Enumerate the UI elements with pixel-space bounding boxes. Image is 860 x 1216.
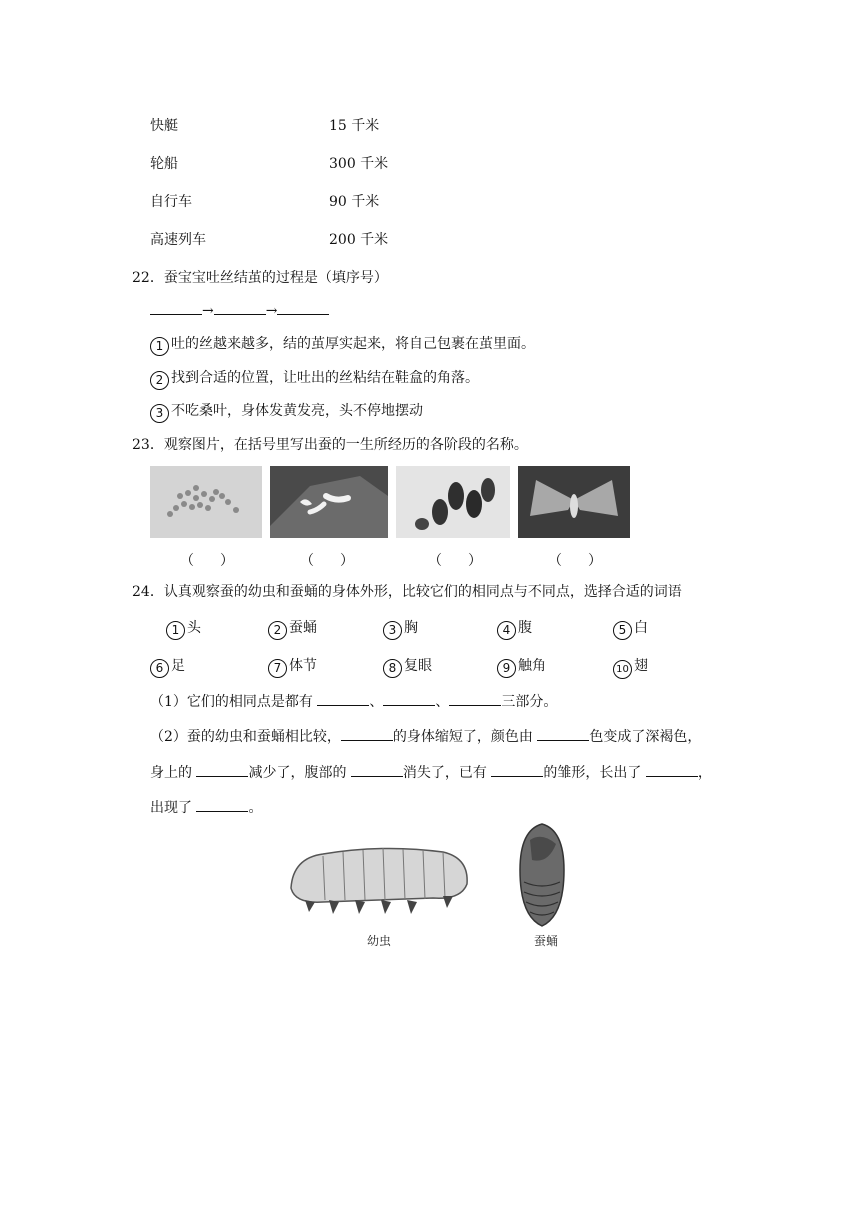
option-text: 胸: [404, 620, 418, 636]
circled-number: 1: [150, 337, 169, 356]
question-23-title: 23．观察图片，在括号里写出蚕的一生所经历的各阶段的名称。: [132, 437, 528, 453]
answer-paren-2[interactable]: （ ）: [300, 553, 354, 569]
q22-item-2: [150, 367, 479, 390]
answer-paren-1[interactable]: （ ）: [180, 553, 234, 569]
table-row-value-3: 90 千米: [329, 194, 380, 210]
q22-item-text: 找到合适的位置，让吐出的丝粘结在鞋盒的角落。: [171, 370, 479, 386]
option-text: 翅: [634, 658, 648, 674]
option-text: 头: [187, 620, 201, 636]
larva-illustration: [283, 838, 473, 918]
answer-paren-4[interactable]: （ ）: [548, 553, 602, 569]
option-8: [383, 655, 432, 678]
question-22-title: 22．蚕宝宝吐丝结茧的过程是（填序号）: [132, 270, 388, 286]
table-row-name-4: 高速列车: [150, 232, 206, 248]
answer-blank[interactable]: [351, 762, 403, 777]
answer-blank[interactable]: [383, 691, 435, 706]
option-9: [497, 655, 546, 678]
answer-blank[interactable]: [537, 726, 589, 741]
pupa-photo: [396, 466, 510, 538]
q22-item-1: [150, 333, 535, 356]
answer-blank[interactable]: [341, 726, 393, 741]
option-text: 白: [634, 620, 648, 636]
table-row-name-1: 快艇: [150, 118, 178, 134]
circled-number: 2: [268, 621, 287, 640]
circled-number: 1: [166, 621, 185, 640]
option-1: [166, 617, 201, 640]
circled-number: 5: [613, 621, 632, 640]
q24-part-2-line-3: 出现了 。: [150, 797, 262, 817]
sequence-blank-1[interactable]: [150, 300, 202, 315]
option-text: 蚕蛹: [289, 620, 317, 636]
option-text: 触角: [518, 658, 546, 674]
pupa-illustration: [514, 820, 570, 930]
question-24-title: 24．认真观察蚕的幼虫和蚕蛹的身体外形，比较它们的相同点与不同点，选择合适的词语: [132, 584, 682, 600]
arrow: →: [202, 303, 214, 319]
q22-item-text: 吐的丝越来越多，结的茧厚实起来，将自己包裹在茧里面。: [171, 336, 535, 352]
option-4: [497, 617, 532, 640]
option-3: [383, 617, 418, 640]
table-row-value-4: 200 千米: [329, 232, 389, 248]
circled-number: 3: [150, 404, 169, 423]
moth-photo: [518, 466, 630, 538]
q24-part-1: （1）它们的相同点是都有 、 、 三部分。: [150, 691, 557, 711]
option-6: [150, 655, 185, 678]
arrow: →: [265, 303, 278, 319]
pupa-caption: 蚕蛹: [534, 934, 559, 948]
option-text: 体节: [289, 658, 317, 674]
answer-blank[interactable]: [646, 762, 698, 777]
option-5: [613, 617, 648, 640]
table-row-name-2: 轮船: [150, 156, 178, 172]
sequence-blank-2[interactable]: [214, 300, 266, 315]
answer-paren-3[interactable]: （ ）: [428, 553, 482, 569]
option-text: 腹: [518, 620, 532, 636]
larva-photo: [270, 466, 388, 538]
answer-blank[interactable]: [196, 797, 248, 812]
circled-number: 4: [497, 621, 516, 640]
sequence-blanks: [150, 300, 329, 319]
answer-blank[interactable]: [196, 762, 248, 777]
circled-number: 8: [383, 659, 402, 678]
option-2: [268, 617, 317, 640]
eggs-photo: [150, 466, 262, 538]
q22-item-text: 不吃桑叶，身体发黄发亮，头不停地摆动: [171, 403, 423, 419]
option-text: 足: [171, 658, 185, 674]
circled-number: 10: [613, 660, 632, 679]
option-10: [613, 655, 648, 679]
answer-blank[interactable]: [317, 691, 369, 706]
q24-part-2: （2）蚕的幼虫和蚕蛹相比较， 的身体缩短了，颜色由 色变成了深褐色，: [150, 726, 701, 746]
circled-number: 9: [497, 659, 516, 678]
table-row-name-3: 自行车: [150, 194, 192, 210]
q22-item-3: [150, 400, 423, 423]
option-7: [268, 655, 317, 678]
circled-number: 7: [268, 659, 287, 678]
larva-caption: 幼虫: [367, 934, 392, 948]
sequence-blank-3[interactable]: [277, 300, 329, 315]
circled-number: 3: [383, 621, 402, 640]
answer-blank[interactable]: [491, 762, 543, 777]
q24-part-2-line-2: 身上的 减少了，腹部的 消失了，已有 的雏形，长出了 ，: [150, 762, 712, 782]
table-row-value-1: 15 千米: [329, 118, 380, 134]
answer-blank[interactable]: [449, 691, 501, 706]
option-text: 复眼: [404, 658, 432, 674]
table-row-value-2: 300 千米: [329, 156, 389, 172]
circled-number: 2: [150, 371, 169, 390]
circled-number: 6: [150, 659, 169, 678]
